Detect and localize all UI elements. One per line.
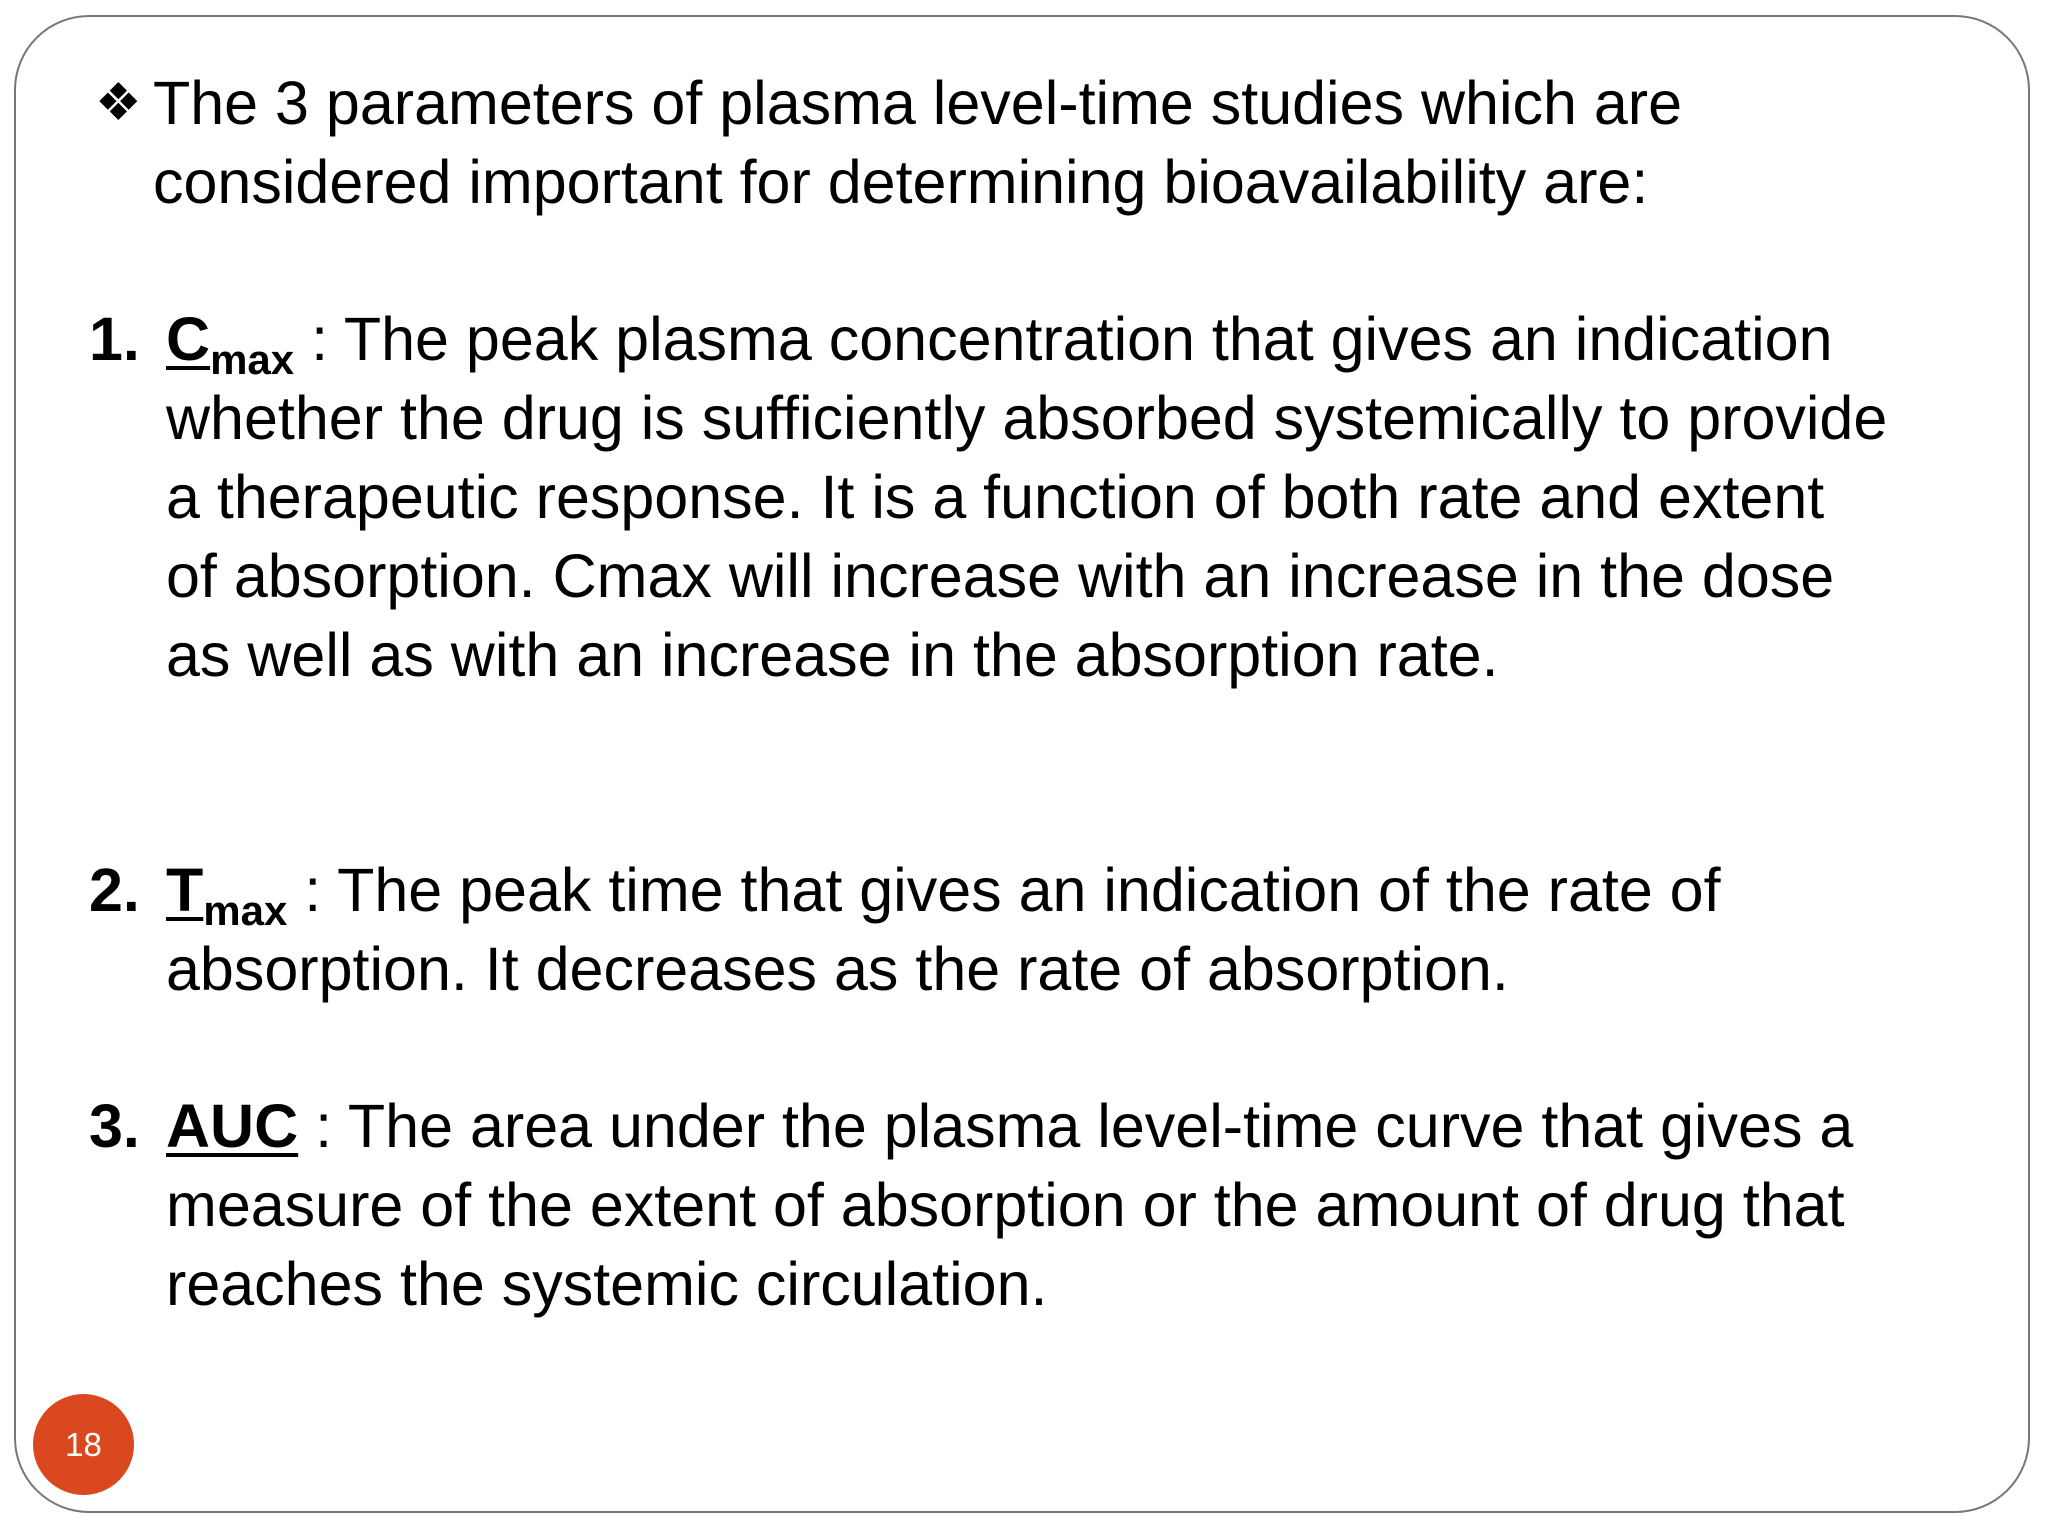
term-main: T bbox=[166, 856, 204, 924]
list-item-tmax bbox=[89, 851, 1889, 1009]
term-main: C bbox=[166, 305, 211, 373]
term-subscript: max bbox=[203, 887, 288, 934]
diamond-bullet-icon: ❖ bbox=[95, 74, 142, 132]
term-subscript: max bbox=[210, 336, 295, 383]
term-cmax bbox=[166, 305, 295, 383]
item-description: : The peak plasma concentration that gives an indication whether the drug is sufficiently absorbed systemically to provide a therapeutic response. It is a function of both rate and extent of absorption. Cmax will increase with an increase in the dose as well as with an increase in the absorption rate. bbox=[166, 305, 1888, 689]
item-description: : The peak time that gives an indication of the rate of absorption. It decreases as the rate of absorption. bbox=[166, 856, 1721, 1003]
list-item-cmax bbox=[89, 300, 1889, 695]
item-body bbox=[166, 300, 1889, 695]
item-number: 2. bbox=[89, 856, 140, 924]
term-auc: AUC bbox=[166, 1092, 299, 1160]
item-body bbox=[166, 851, 1889, 1009]
intro-text: The 3 parameters of plasma level-time studies which are considered important for determining bioavailability are: bbox=[153, 69, 1683, 216]
item-description: : The area under the plasma level-time curve that gives a measure of the extent of absorption or the amount of drug that reaches the systemic circulation. bbox=[166, 1092, 1854, 1318]
item-number: 3. bbox=[89, 1092, 140, 1160]
page-number-badge: 18 bbox=[33, 1394, 134, 1495]
intro-bullet bbox=[95, 64, 1855, 222]
list-item-auc bbox=[89, 1087, 1889, 1324]
item-number: 1. bbox=[89, 305, 140, 373]
item-body bbox=[166, 1087, 1889, 1324]
term-tmax bbox=[166, 856, 288, 934]
